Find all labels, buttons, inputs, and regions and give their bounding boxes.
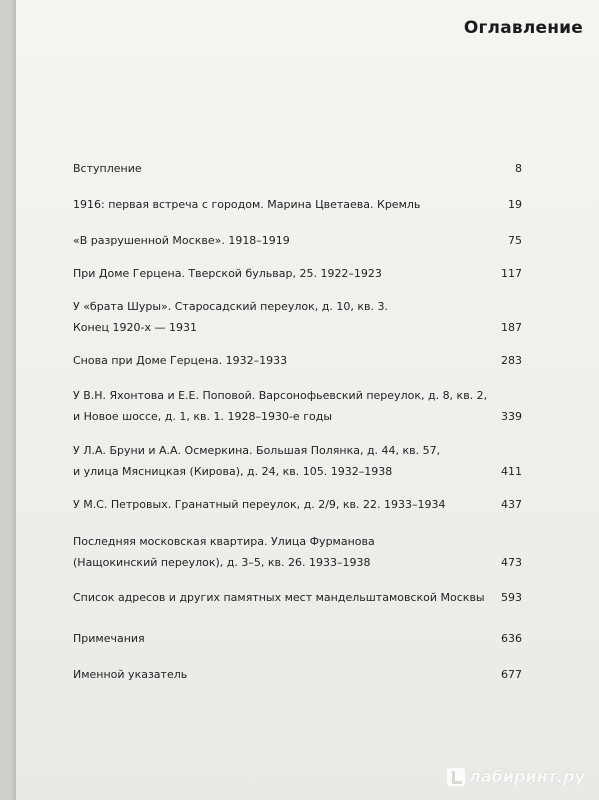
toc-entry-title-continued: и улица Мясницкая (Кирова), д. 24, кв. 105. 1932–1938 [73, 465, 393, 478]
toc-entry-page: 473 [501, 556, 522, 569]
toc-entry-page: 283 [501, 354, 522, 367]
toc-entry-page: 8 [515, 162, 522, 175]
toc-entry-title: Именной указатель [73, 668, 188, 681]
toc-entry [73, 587, 522, 608]
toc-entry [73, 263, 522, 284]
toc-entry-title: Примечания [73, 632, 145, 645]
toc-entry [73, 531, 522, 573]
toc-entry-title: Снова при Доме Герцена. 1932–1933 [73, 354, 288, 367]
toc-entry-title: Список адресов и других памятных мест мандельштамовской Москвы [73, 591, 485, 604]
toc-entry-title: Вступление [73, 162, 142, 175]
toc-entry-page: 411 [501, 465, 522, 478]
toc-entry [73, 494, 522, 515]
toc-entry-title: У В.Н. Яхонтова и Е.Е. Поповой. Варсонофьевский переулок, д. 8, кв. 2, [73, 389, 488, 402]
toc-entry-page: 677 [501, 668, 522, 681]
toc-entry-title: У «брата Шуры». Старосадский переулок, д. 10, кв. 3. [73, 300, 388, 313]
toc-entry [73, 385, 522, 427]
toc-entry-title: При Доме Герцена. Тверской бульвар, 25. 1922–1923 [73, 267, 382, 280]
toc-entry-page: 19 [508, 198, 522, 211]
toc-entry [73, 194, 522, 215]
toc-entry [73, 230, 522, 251]
labirint-watermark [447, 767, 585, 786]
toc-entry [73, 628, 522, 649]
labirint-logo-icon [447, 768, 465, 786]
toc-entry-page: 117 [501, 267, 522, 280]
toc-entry [73, 664, 522, 685]
toc-entry-title: «В разрушенной Москве». 1918–1919 [73, 234, 290, 247]
toc-entry-title-continued: Конец 1920-х — 1931 [73, 321, 197, 334]
toc-entry-page: 75 [508, 234, 522, 247]
toc-entry-title: У М.С. Петровых. Гранатный переулок, д. 2/9, кв. 22. 1933–1934 [73, 498, 446, 511]
toc-entry-page: 339 [501, 410, 522, 423]
page-title: Оглавление [463, 18, 583, 38]
toc-entry-title: 1916: первая встреча с городом. Марина Цветаева. Кремль [73, 198, 421, 211]
toc-entry-title: У Л.А. Бруни и А.А. Осмеркина. Большая Полянка, д. 44, кв. 57, [73, 444, 441, 457]
toc-entry-page: 437 [501, 498, 522, 511]
toc-entry [73, 296, 522, 338]
toc-entry [73, 350, 522, 371]
toc-entry-page: 636 [501, 632, 522, 645]
book-page [16, 0, 599, 800]
toc-entry [73, 158, 522, 179]
toc-entry [73, 440, 522, 482]
toc-entry-title: Последняя московская квартира. Улица Фурманова [73, 535, 375, 548]
watermark-text: лабиринт.ру [469, 767, 585, 786]
toc-entry-page: 187 [501, 321, 522, 334]
toc-entry-page: 593 [501, 591, 522, 604]
toc-entry-title-continued: и Новое шоссе, д. 1, кв. 1. 1928–1930-е годы [73, 410, 332, 423]
toc-entry-title-continued: (Нащокинский переулок), д. 3–5, кв. 26. 1933–1938 [73, 556, 371, 569]
